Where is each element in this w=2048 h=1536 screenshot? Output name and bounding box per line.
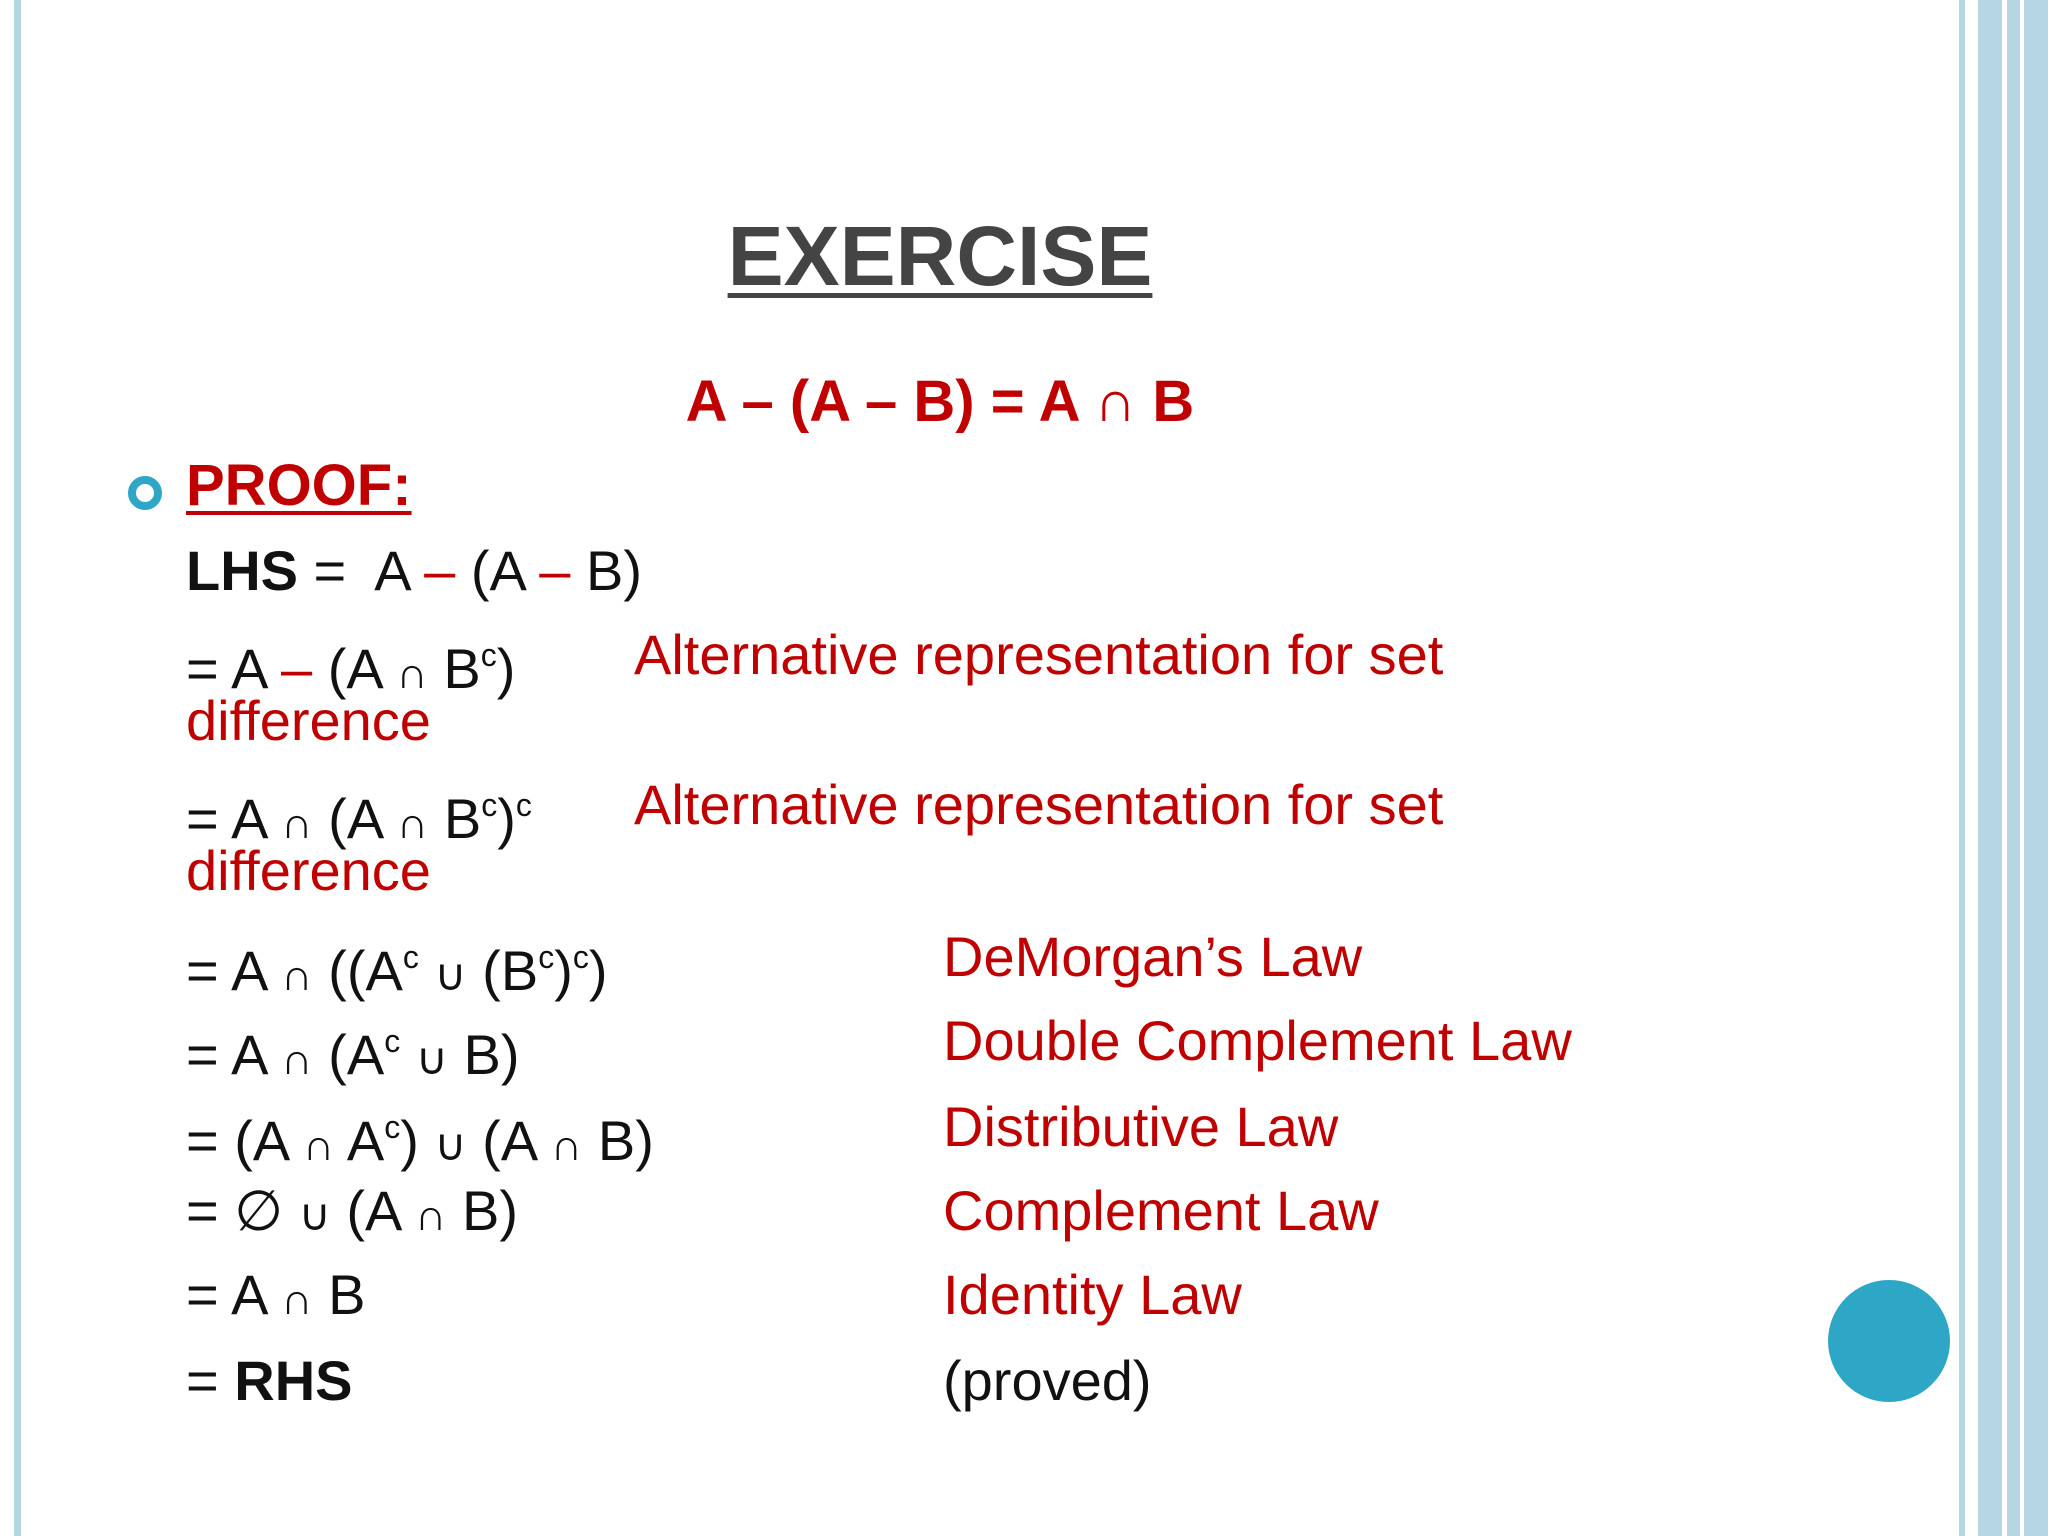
proof-step-7-reason: Identity Law [943,1263,1242,1326]
proof-step-5: = (A ∩ $A^c$) ∪ (A ∩ B) [186,1109,654,1172]
proof-step-3: = A ∩ (($A^c$ ∪ $(B^c)^c$) [186,939,608,1002]
right-border-gap [2002,0,2007,1536]
proof-step-4-reason: Double Complement Law [943,1009,1572,1072]
decorative-circle [1828,1280,1950,1402]
proof-step-3-reason: DeMorgan’s Law [943,925,1363,988]
proof-step-8: = RHS [186,1349,353,1412]
proof-step-1-reason: Alternative representation for set [634,623,1444,686]
proof-step-8-reason: (proved) [943,1349,1152,1412]
bullet-circle-icon [128,476,162,510]
right-border-gap [2020,0,2024,1536]
proof-step-2: = A ∩ (A ∩ $B^c)^c$ [186,787,532,850]
proof-step-6-reason: Complement Law [943,1179,1379,1242]
proof-step-2-reason: Alternative representation for set [634,773,1444,836]
proof-step-lhs: LHS = A – (A – B) [186,539,643,602]
proof-step-1-reason-wrap: difference [186,689,431,752]
proof-step-2-reason-wrap: difference [186,839,431,902]
right-border-band [1978,0,2048,1536]
proof-step-4: = A ∩ ($A^c$ ∪ B) [186,1023,520,1086]
right-border-line [1959,0,1965,1536]
slide-title: EXERCISE [727,209,1153,303]
exercise-equation: A – (A – B) = A ∩ B [685,369,1195,434]
proof-heading: PROOF: [186,453,412,518]
proof-step-1: = A – (A ∩ $B^c$) [186,637,516,700]
proof-step-5-reason: Distributive Law [943,1095,1339,1158]
proof-step-6: = ∅ ∪ (A ∩ B) [186,1179,519,1242]
proof-step-7: = A ∩ B [186,1263,366,1326]
